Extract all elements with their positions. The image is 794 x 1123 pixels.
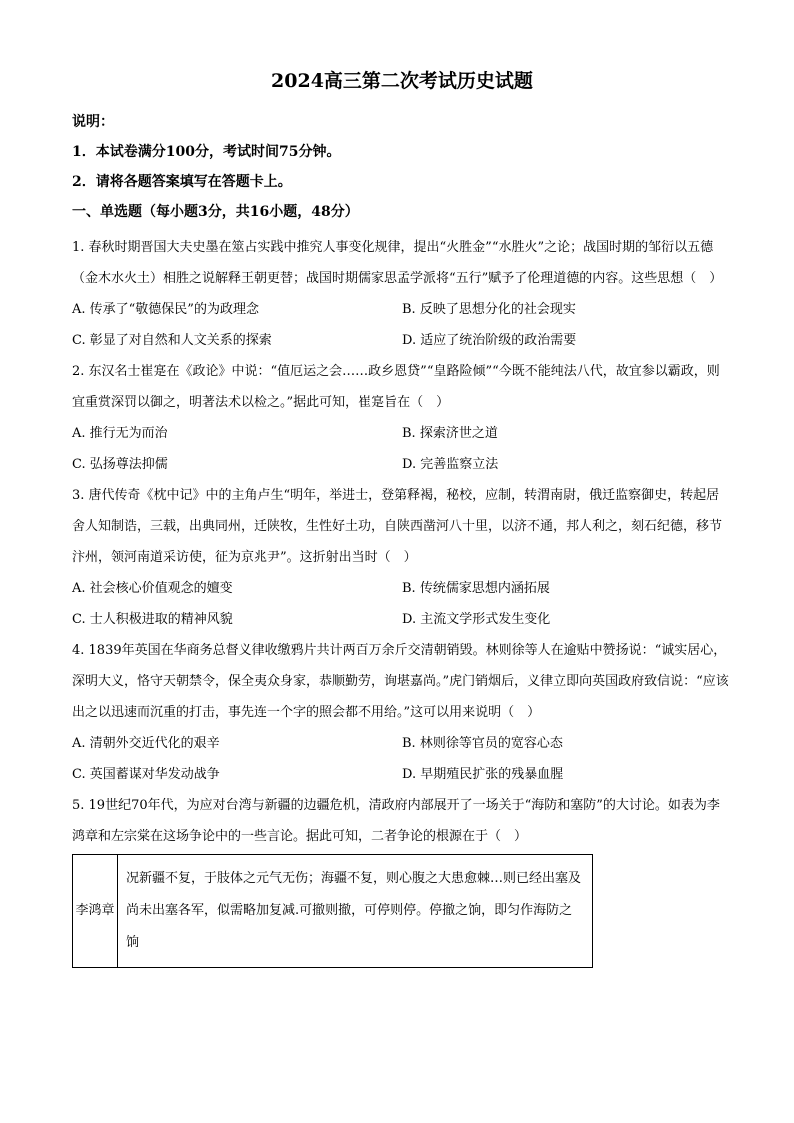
- question-stem: 4. 1839年英国在华商务总督义律收缴鸦片共计两百万余斤交清朝销毁。林则徐等人在逾贴中赞扬说：“诚实居心，深明大义，恪守天朝禁令，保全夷众身家，恭顺勤劳，询堪嘉尚。”虎门销烟后，义律立即向英国政府致信说：“应该出之以迅速而沉重的打击，事先连一个字的照会都不用给。”这可以用来说明（ ）: [72, 643, 729, 720]
- option-b: B. 探索济世之道: [402, 426, 498, 441]
- table-row: [73, 855, 593, 968]
- option-a: A. 清朝外交近代化的艰辛: [72, 736, 220, 751]
- options: [72, 573, 732, 635]
- option-b: B. 反映了思想分化的社会现实: [402, 302, 576, 317]
- option-d: D. 主流文学形式发生变化: [402, 612, 551, 627]
- option-b: B. 传统儒家思想内涵拓展: [402, 581, 550, 596]
- option-c: C. 彰显了对自然和人文关系的探索: [72, 333, 272, 348]
- note-item: 1．本试卷满分100分，考试时间75分钟。: [72, 144, 341, 160]
- option-d: D. 适应了统治阶级的政治需要: [402, 333, 577, 348]
- exam-page: [72, 66, 732, 968]
- options: [72, 294, 732, 356]
- option-b: B. 林则徐等官员的宽容心态: [402, 736, 563, 751]
- question-2: [72, 356, 732, 480]
- question-3: [72, 480, 732, 635]
- speaker-cell: 李鸿章: [73, 855, 118, 968]
- section-heading: 一、单选题（每小题3分，共16小题，48分）: [72, 204, 359, 220]
- notes-heading: 说明：: [72, 114, 114, 130]
- question-stem: 1. 春秋时期晋国大夫史墨在筮占实践中推究人事变化规律，提出“火胜金”“水胜火”之论；战国时期的邹衍以五德（金木水火土）相胜之说解释王朝更替；战国时期儒家思孟学派将“五行”赋予了伦理道德的内容。这些思想（ ）: [72, 240, 723, 286]
- option-c: C. 弘扬尊法抑儒: [72, 457, 168, 472]
- question-4: [72, 635, 732, 790]
- option-a: A. 社会核心价值观念的嬗变: [72, 581, 233, 596]
- question-1: [72, 232, 732, 356]
- option-a: A. 推行无为而治: [72, 426, 168, 441]
- question-stem: 2. 东汉名士崔寔在《政论》中说：“值厄运之会……政乡恩贷”“皇路险倾”“今既不能纯法八代，故宜参以霸政，则宜重赏深罚以御之，明著法术以检之。”据此可知，崔寔旨在（ ）: [72, 364, 720, 410]
- question-stem: 5. 19世纪70年代，为应对台湾与新疆的边疆危机，清政府内部展开了一场关于“海防和塞防”的大讨论。如表为李鸿章和左宗棠在这场争论中的一些言论。据此可知，二者争论的根源在于（ ）: [72, 798, 720, 844]
- question-5: [72, 790, 732, 852]
- option-c: C. 英国蓄谋对华发动战争: [72, 767, 220, 782]
- note-item: 2．请将各题答案填写在答题卡上。: [72, 174, 292, 190]
- options: [72, 728, 732, 790]
- exam-title: 2024高三第二次考试历史试题: [271, 70, 533, 92]
- option-c: C. 士人积极进取的精神风貌: [72, 612, 233, 627]
- option-a: A. 传承了“敬德保民”的为政理念: [72, 302, 259, 317]
- question-stem: 3. 唐代传奇《枕中记》中的主角卢生“明年，举进士，登第释褐，秘校，应制，转渭南尉，俄迁监察御史，转起居舍人知制诰，三载，出典同州，迁陕牧，生性好土功，自陕西凿河八十里，以济不通，邦人利之，刻石纪德，移节汴州，领河南道采访使，征为京兆尹”。这折射出当时（ ）: [72, 488, 723, 565]
- quote-cell: 况新疆不复，于肢体之元气无伤；海疆不复，则心腹之大患愈棘…则已经出塞及尚未出塞各军，似需略加复减.可撤则撤，可停则停。停撤之饷，即匀作海防之饷: [118, 855, 593, 968]
- option-d: D. 早期殖民扩张的残暴血腥: [402, 767, 564, 782]
- quote-table: [72, 854, 593, 968]
- options: [72, 418, 732, 480]
- option-d: D. 完善监察立法: [402, 457, 499, 472]
